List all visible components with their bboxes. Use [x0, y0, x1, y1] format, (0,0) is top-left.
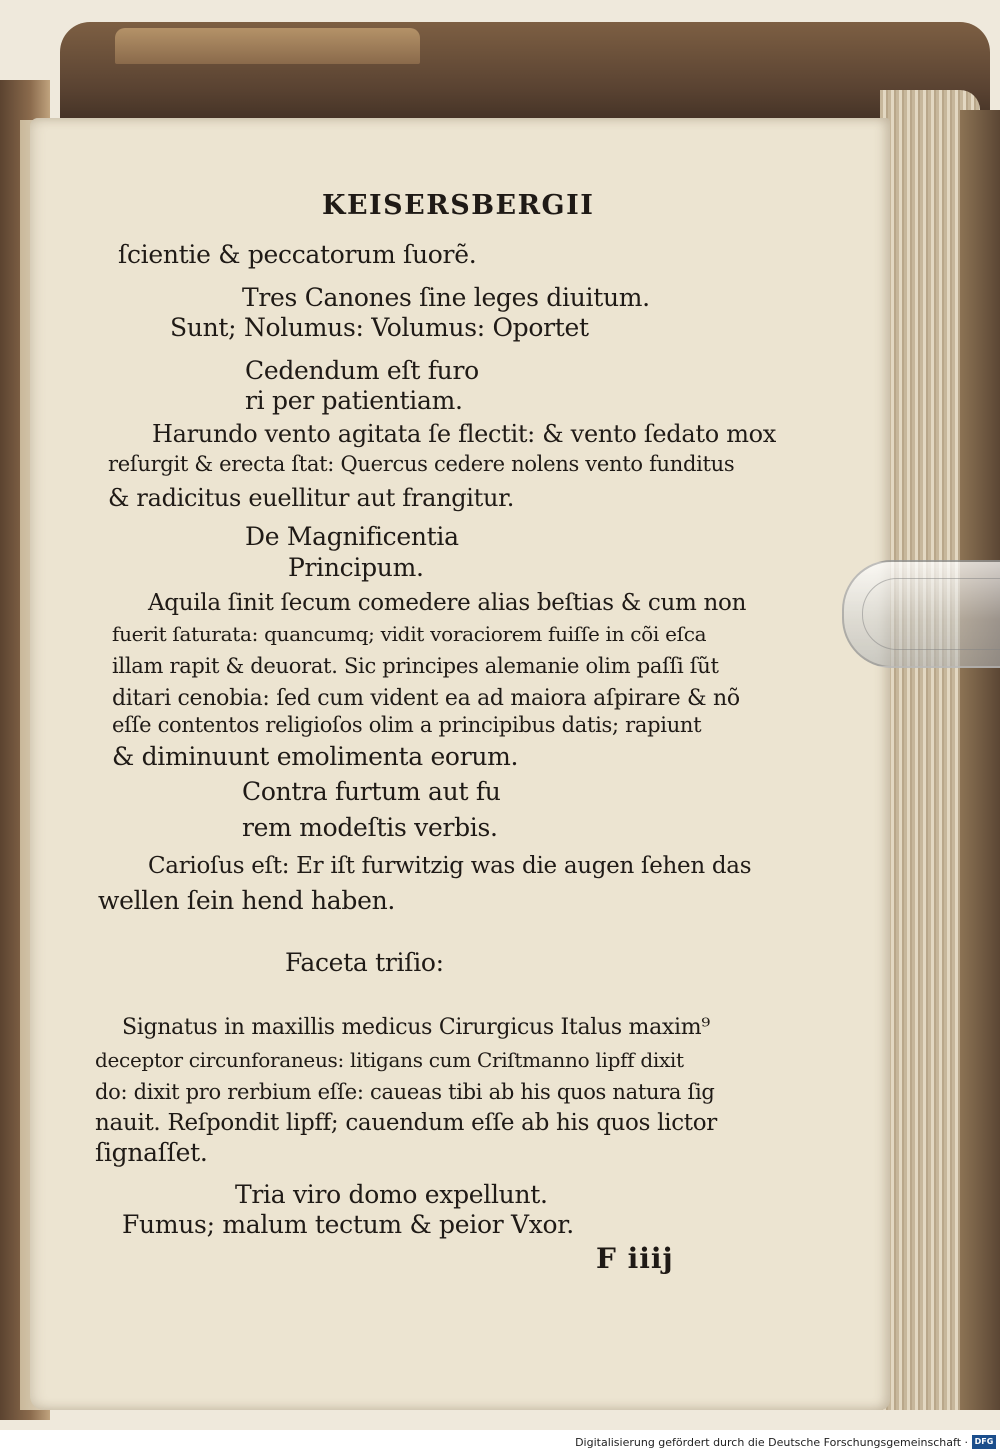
- text-line: Principum.: [288, 553, 424, 582]
- text-line: nauit. Reſpondit lipff; cauendum eſſe ab his quos lictor: [95, 1110, 717, 1136]
- text-line: wellen ſein hend haben.: [98, 886, 396, 915]
- page-clip-inner: [862, 578, 1000, 650]
- book-cover-right: [960, 110, 1000, 1410]
- text-line: Harundo vento agitata ſe flectit: & vento ſedato mox: [152, 420, 777, 448]
- text-line: & diminuunt emolimenta eorum.: [112, 742, 519, 771]
- text-line: deceptor circunforaneus: litigans cum Criſtmanno lipff dixit: [95, 1048, 684, 1072]
- text-line: Fumus; malum tectum & peior Vxor.: [122, 1210, 574, 1239]
- text-line: Contra furtum aut fu: [242, 777, 501, 806]
- book-headband: [115, 28, 420, 64]
- text-line: Cedendum eſt furo: [245, 356, 479, 385]
- text-line: ſignaſſet.: [95, 1138, 208, 1167]
- text-line: rem modeſtis verbis.: [242, 813, 498, 842]
- digitization-credit: Digitalisierung gefördert durch die Deutsche Forschungsgemeinschaft ·: [575, 1436, 968, 1449]
- text-line: illam rapit & deuorat. Sic principes alemanie olim paſſi ſũt: [112, 654, 719, 678]
- text-line: & radicitus euellitur aut frangitur.: [108, 484, 515, 512]
- text-line: Signatus in maxillis medicus Cirurgicus Italus maxim⁹: [122, 1015, 710, 1040]
- text-line: reſurgit & erecta ſtat: Quercus cedere nolens vento funditus: [108, 452, 735, 476]
- text-line: Tria viro domo expellunt.: [235, 1180, 548, 1209]
- text-line: ſcientie & peccatorum ſuorẽ.: [118, 240, 477, 269]
- text-line: Carioſus eſt: Er iſt furwitzig was die augen ſehen das: [148, 853, 752, 879]
- dfg-logo: DFG: [972, 1435, 996, 1449]
- text-line: do: dixit pro rerbium eſſe: caueas tibi ab his quos natura ſig: [95, 1080, 715, 1104]
- text-line: ditari cenobia: ſed cum vident ea ad maiora aſpirare & nõ: [112, 686, 740, 711]
- text-line: Aquila ſinit ſecum comedere alias beſtias & cum non: [148, 590, 747, 616]
- signature-mark: F iiij: [596, 1242, 674, 1275]
- running-head: KEISERSBERGII: [322, 190, 595, 221]
- text-line: eſſe contentos religioſos olim a principibus datis; rapiunt: [112, 713, 702, 737]
- text-line: Faceta triſio:: [285, 948, 444, 977]
- text-line: fuerit ſaturata: quancumq; vidit voraciorem fuiſſe in cõi eſca: [112, 622, 707, 646]
- text-line: Sunt; Nolumus: Volumus: Oportet: [170, 313, 589, 342]
- text-line: De Magnificentia: [245, 522, 459, 551]
- text-line: ri per patientiam.: [245, 386, 463, 415]
- text-line: Tres Canones ſine leges diuitum.: [242, 283, 650, 312]
